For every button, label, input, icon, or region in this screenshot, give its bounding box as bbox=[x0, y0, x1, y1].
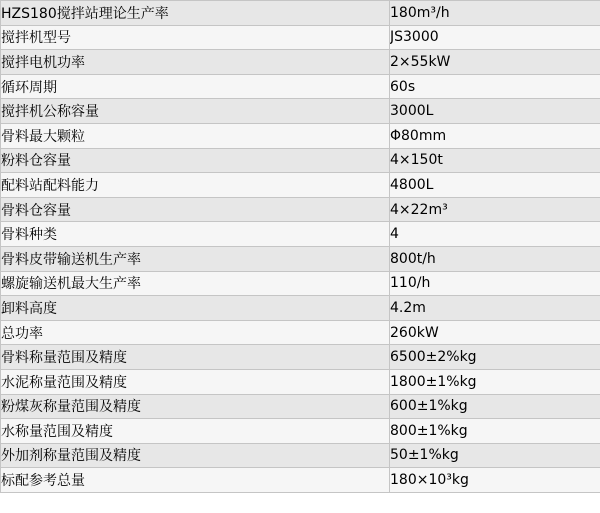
table-row bbox=[1, 197, 600, 222]
spec-value-cell: 4×150t bbox=[390, 148, 600, 173]
spec-label-cell: 骨料称量范围及精度 bbox=[1, 345, 390, 370]
spec-label-cell: 骨料种类 bbox=[1, 222, 390, 247]
table-row bbox=[1, 222, 600, 247]
spec-label-cell: 骨料最大颗粒 bbox=[1, 123, 390, 148]
table-row bbox=[1, 369, 600, 394]
table-row bbox=[1, 1, 600, 26]
spec-value-cell: JS3000 bbox=[390, 25, 600, 50]
table-row bbox=[1, 271, 600, 296]
table-row bbox=[1, 394, 600, 419]
spec-label-cell: 水泥称量范围及精度 bbox=[1, 369, 390, 394]
spec-value-cell: 180×10³kg bbox=[390, 468, 600, 493]
spec-label-cell: 标配参考总量 bbox=[1, 468, 390, 493]
spec-label-cell: 搅拌机型号 bbox=[1, 25, 390, 50]
spec-value-cell: 800t/h bbox=[390, 246, 600, 271]
spec-label-cell: 螺旋输送机最大生产率 bbox=[1, 271, 390, 296]
table-row bbox=[1, 468, 600, 493]
table-row bbox=[1, 320, 600, 345]
table-row bbox=[1, 345, 600, 370]
table-row bbox=[1, 246, 600, 271]
spec-label-cell: 搅拌机公称容量 bbox=[1, 99, 390, 124]
spec-value-cell: 2×55kW bbox=[390, 50, 600, 75]
spec-label-cell: 粉煤灰称量范围及精度 bbox=[1, 394, 390, 419]
spec-value-cell: 6500±2%kg bbox=[390, 345, 600, 370]
table-row bbox=[1, 419, 600, 444]
spec-value-cell: 260kW bbox=[390, 320, 600, 345]
spec-value-cell: 600±1%kg bbox=[390, 394, 600, 419]
spec-value-cell: 50±1%kg bbox=[390, 443, 600, 468]
spec-value-cell: 4.2m bbox=[390, 296, 600, 321]
spec-label-cell: 搅拌电机功率 bbox=[1, 50, 390, 75]
table-row bbox=[1, 99, 600, 124]
spec-value-cell: 1800±1%kg bbox=[390, 369, 600, 394]
spec-label-cell: 粉料仓容量 bbox=[1, 148, 390, 173]
spec-label-cell: 骨料仓容量 bbox=[1, 197, 390, 222]
spec-value-cell: 4 bbox=[390, 222, 600, 247]
table-row bbox=[1, 25, 600, 50]
spec-label-cell: 循环周期 bbox=[1, 74, 390, 99]
spec-value-cell: 180m³/h bbox=[390, 1, 600, 26]
spec-label-cell: HZS180搅拌站理论生产率 bbox=[1, 1, 390, 26]
table-row bbox=[1, 443, 600, 468]
spec-label-cell: 水称量范围及精度 bbox=[1, 419, 390, 444]
table-row bbox=[1, 148, 600, 173]
spec-label-cell: 外加剂称量范围及精度 bbox=[1, 443, 390, 468]
spec-label-cell: 骨料皮带输送机生产率 bbox=[1, 246, 390, 271]
table-row bbox=[1, 123, 600, 148]
spec-value-cell: 4×22m³ bbox=[390, 197, 600, 222]
spec-value-cell: 110/h bbox=[390, 271, 600, 296]
spec-value-cell: Φ80mm bbox=[390, 123, 600, 148]
spec-value-cell: 60s bbox=[390, 74, 600, 99]
spec-value-cell: 800±1%kg bbox=[390, 419, 600, 444]
table-row bbox=[1, 50, 600, 75]
spec-value-cell: 4800L bbox=[390, 173, 600, 198]
spec-label-cell: 配料站配料能力 bbox=[1, 173, 390, 198]
table-row bbox=[1, 296, 600, 321]
spec-label-cell: 总功率 bbox=[1, 320, 390, 345]
spec-label-cell: 卸料高度 bbox=[1, 296, 390, 321]
table-row bbox=[1, 74, 600, 99]
spec-value-cell: 3000L bbox=[390, 99, 600, 124]
table-row bbox=[1, 173, 600, 198]
